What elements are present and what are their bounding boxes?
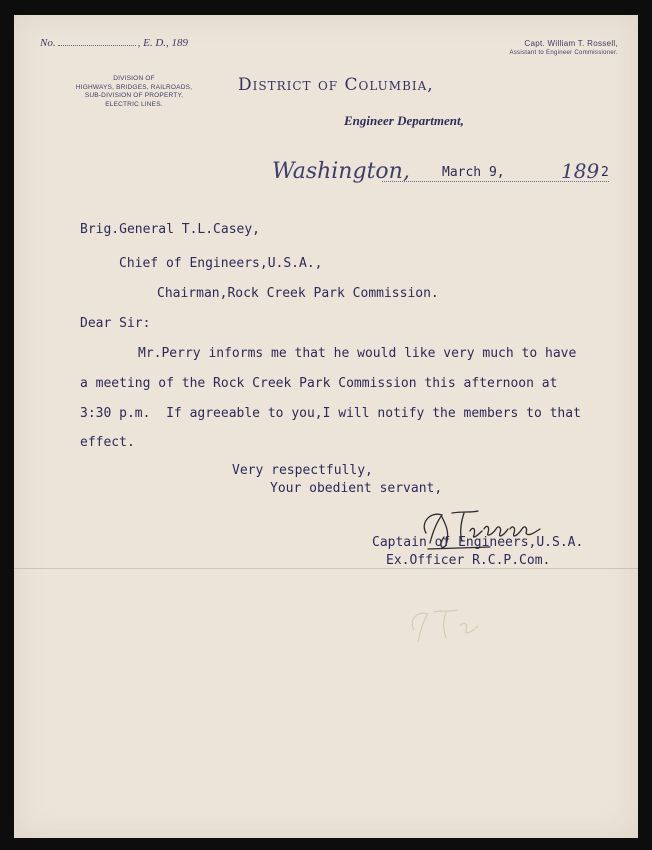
letter-page [14, 15, 638, 838]
department-heading: Engineer Department, [344, 113, 464, 128]
division-line: ELECTRIC LINES. [105, 100, 163, 108]
addressee-line: Chairman,Rock Creek Park Commission. [157, 286, 439, 301]
body-line: effect. [80, 435, 135, 450]
division-block [64, 75, 204, 109]
closing-line: Your obedient servant, [270, 481, 443, 496]
signer-title: Captain of Engineers,U.S.A. [372, 535, 584, 550]
addressee-line: Brig.General T.L.Casey, [80, 222, 261, 237]
district-heading: District of Columbia, [238, 75, 434, 95]
body-line: a meeting of the Rock Creek Park Commission this afternoon at [80, 376, 558, 391]
year-typed: 2 [601, 165, 609, 180]
fold-line [14, 568, 638, 569]
body-line: Mr.Perry informs me that he would like very much to have [138, 346, 577, 361]
year-printed: 189 [561, 159, 600, 183]
captain-name: Capt. William T. Rossell, [524, 39, 618, 48]
salutation: Dear Sir: [80, 316, 151, 331]
number-prefix: No. [40, 37, 56, 49]
bleed-through-mark [394, 600, 514, 650]
signer-title: Ex.Officer R.C.P.Com. [386, 553, 551, 568]
body-line: 3:30 p.m. If agreeable to you,I will notify the members to that [80, 406, 581, 421]
captain-title: Assistant to Engineer Commissioner. [509, 50, 618, 56]
letter-date: March 9, [442, 165, 505, 180]
addressee-line: Chief of Engineers,U.S.A., [119, 256, 323, 271]
number-suffix: , E. D., 189 [137, 37, 189, 49]
division-line: SUB-DIVISION OF PROPERTY, [84, 92, 184, 99]
dateline [272, 161, 617, 185]
division-line: DIVISION OF [113, 75, 155, 82]
place-name: Washington, [272, 159, 410, 184]
closing-line: Very respectfully, [232, 463, 373, 478]
division-line: HIGHWAYS, BRIDGES, RAILROADS, [75, 83, 193, 91]
file-number-line [40, 37, 188, 49]
captain-block [509, 39, 618, 56]
number-blank [58, 45, 136, 46]
